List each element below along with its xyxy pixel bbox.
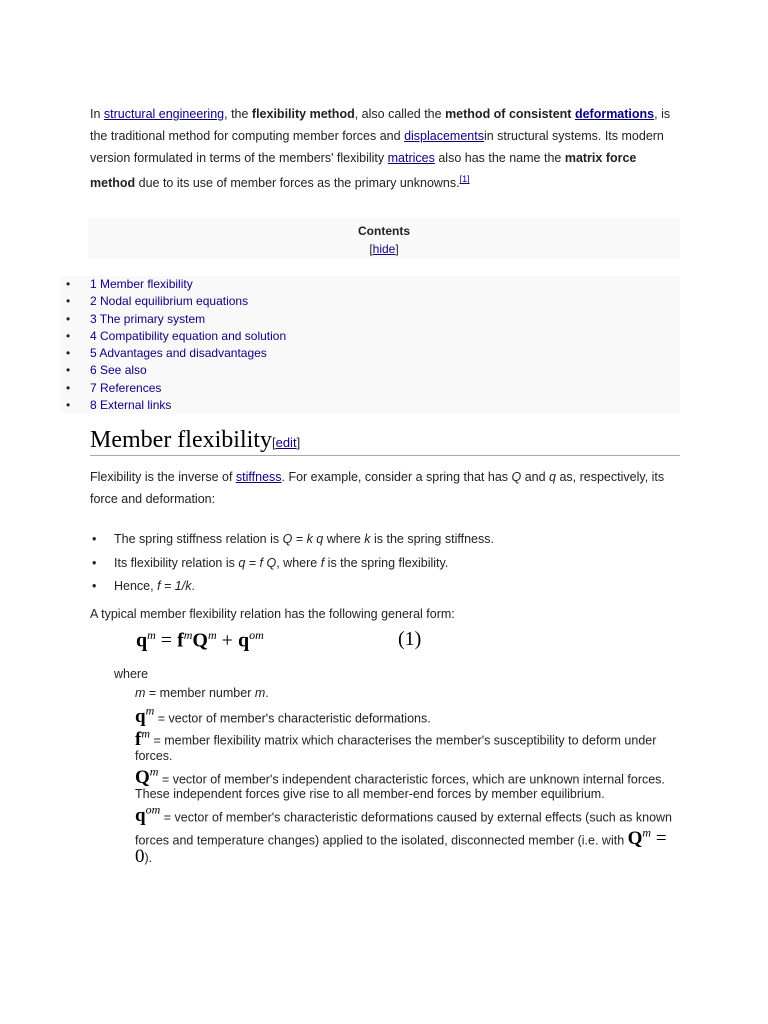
toc-item	[60, 276, 680, 293]
intro-text: due to its use of member forces as the primary unknowns.	[135, 176, 460, 191]
math-symbol: Q	[192, 629, 208, 652]
intro-text: , also called the	[354, 107, 446, 121]
math-sup: m	[147, 628, 156, 642]
intro-text: In	[90, 107, 104, 121]
math-sup: m	[642, 825, 652, 840]
toc-hide-toggle	[88, 242, 680, 256]
link-matrices[interactable]: matrices	[387, 150, 435, 165]
spring-relations-list	[90, 528, 680, 599]
link-displacements[interactable]: displacements	[404, 128, 484, 143]
bracket: [	[369, 242, 373, 256]
toc-link-see-also[interactable]: 6 See also	[90, 363, 147, 378]
flexibility-equation	[136, 628, 264, 653]
math-inline: Q = k q	[282, 532, 324, 546]
definitions	[135, 686, 680, 866]
math-op: +	[216, 629, 238, 652]
intro-text: also has the name the	[434, 150, 565, 165]
toc-list	[60, 276, 680, 413]
toc-item	[60, 328, 680, 345]
math-sup: om	[249, 628, 264, 642]
text: where	[323, 532, 365, 546]
paragraph-general-form: A typical member flexibility relation has the following general form:	[90, 607, 455, 621]
toc-link-nodal-equilibrium[interactable]: 2 Nodal equilibrium equations	[90, 294, 249, 309]
text: = vector of member's characteristic deformations.	[154, 710, 431, 725]
toc-item	[60, 380, 680, 397]
where-label: where	[114, 667, 149, 681]
math-var: f	[320, 555, 325, 570]
text: .	[191, 579, 195, 593]
toc-hide-link[interactable]: hide	[372, 242, 396, 256]
definition-flexibility-matrix	[135, 726, 680, 764]
math-symbol: Q	[627, 828, 643, 850]
link-structural-engineering[interactable]: structural engineering	[103, 107, 225, 121]
toc-link-advantages[interactable]: 5 Advantages and disadvantages	[90, 346, 267, 361]
toc-item	[60, 362, 680, 379]
text: Its flexibility relation is	[114, 555, 239, 570]
list-item	[90, 528, 680, 552]
intro-text: , is the traditional method for computing member forces and	[90, 107, 671, 143]
math-sup: m	[145, 703, 155, 718]
math-op: =	[155, 629, 178, 652]
reference-link[interactable]: [1]	[459, 174, 470, 185]
list-item	[90, 552, 680, 576]
math-var: q	[549, 470, 556, 484]
math-inline: q = f Q	[238, 555, 277, 570]
text: = vector of member's independent characteristic forces, which are unknown internal forces. These independent forces give rise to all member-end forces by member equilibrium.	[135, 771, 665, 802]
math-symbol: q	[135, 705, 146, 727]
text: is the spring stiffness.	[370, 532, 494, 546]
math-symbol: Q	[135, 766, 150, 788]
text: = member flexibility matrix which characterises the member's susceptibility to deform under forces.	[135, 733, 657, 764]
text: = vector of member's characteristic deformations caused by external effects (such as known forces and temperature changes) applied to the isolated, disconnected member (i.e. with	[135, 810, 673, 848]
bracket: ]	[296, 435, 301, 450]
toc-item	[60, 397, 680, 414]
definition-member-number	[135, 686, 680, 702]
math-var: k	[364, 532, 371, 546]
math-symbol: q	[237, 629, 250, 652]
math-symbol: q	[135, 805, 146, 827]
math-sup: m	[149, 764, 159, 779]
equation-number: (1)	[398, 628, 422, 650]
intro-text: , the	[224, 107, 252, 121]
toc-link-compatibility[interactable]: 4 Compatibility equation and solution	[90, 328, 287, 343]
text: ).	[144, 850, 153, 865]
math-sup: m	[141, 726, 150, 741]
definition-forces	[135, 765, 680, 803]
text: .	[265, 686, 269, 700]
intro-paragraph	[90, 104, 680, 195]
math-symbol: f	[135, 728, 142, 750]
toc-link-primary-system[interactable]: 3 The primary system	[90, 311, 206, 326]
math-op: = 0	[135, 828, 667, 867]
bracket: ]	[395, 242, 399, 256]
toc-link-member-flexibility[interactable]: 1 Member flexibility	[90, 277, 193, 291]
text: , where	[276, 555, 321, 570]
math-var: m	[135, 686, 146, 700]
math-sup: m	[183, 628, 193, 642]
toc-link-references[interactable]: 7 References	[90, 380, 162, 395]
text: is the spring flexibility.	[324, 555, 449, 570]
math-inline: f = 1/k	[157, 579, 192, 593]
definition-deformations	[135, 704, 680, 727]
text: as, respectively, its force and deformation:	[90, 470, 665, 506]
toc-header	[88, 217, 680, 259]
toc-item	[60, 293, 680, 310]
intro-text: in structural systems. Its modern version formulated in terms of the members' flexibility	[90, 128, 664, 165]
math-var: m	[254, 686, 266, 700]
paragraph-flexibility-inverse	[90, 467, 680, 511]
text: The spring stiffness relation is	[114, 532, 283, 546]
text: Flexibility is the inverse of	[90, 470, 236, 484]
math-sup: om	[145, 802, 161, 817]
list-item	[90, 575, 680, 599]
toc-item	[60, 311, 680, 328]
text: Hence,	[114, 579, 158, 593]
math-symbol: q	[136, 629, 148, 652]
math-sup: m	[207, 628, 217, 642]
math-symbol: f	[177, 629, 184, 652]
toc-item	[60, 345, 680, 362]
text: and	[521, 470, 550, 484]
section-title: Member flexibility	[90, 427, 272, 453]
math-var: Q	[511, 470, 522, 484]
definition-external-deformations	[135, 803, 680, 866]
bold-method-of-consistent: method of consistent	[445, 107, 575, 121]
toc-link-external-links[interactable]: 8 External links	[90, 398, 172, 413]
section-heading	[90, 427, 680, 456]
bracket: [	[271, 435, 276, 450]
link-deformations[interactable]: deformations	[574, 107, 655, 121]
edit-link[interactable]: edit	[275, 435, 297, 450]
bold-flexibility-method: flexibility method	[251, 107, 355, 121]
link-stiffness[interactable]: stiffness	[235, 470, 282, 484]
toc-title: Contents	[358, 224, 410, 238]
bold-matrix-force-method: matrix force method	[90, 150, 637, 191]
text: = member number	[145, 686, 255, 700]
text: . For example, consider a spring that has	[281, 470, 512, 484]
